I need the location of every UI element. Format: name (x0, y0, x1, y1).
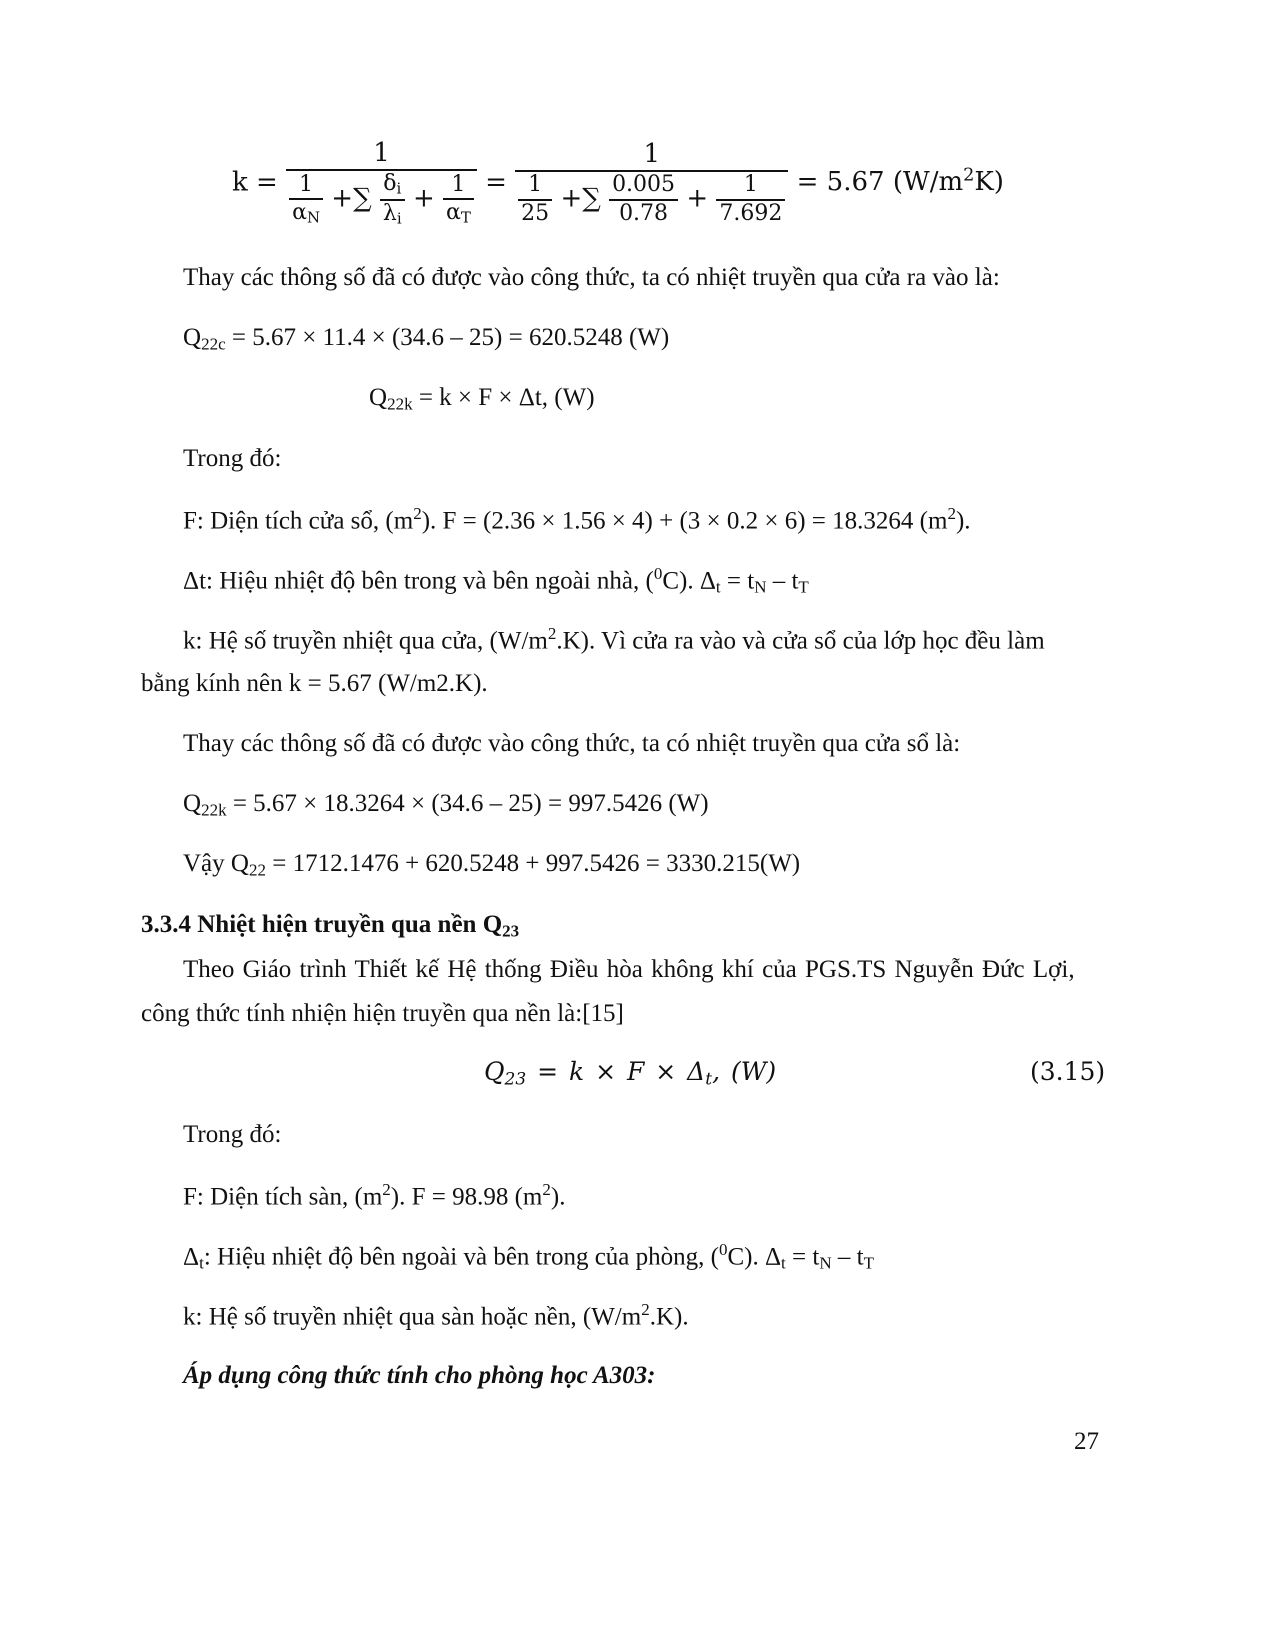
k-result: = 5.67 $(W/m^2K)$ (796, 165, 1004, 198)
k-door-line-1: k: Hệ số truyền nhiệt qua cửa, $(W/m^2.K)$. Vì cửa ra vào và cửa sổ của lớp học đều làm (183, 624, 1045, 655)
page-number: 27 (1074, 1428, 1099, 1455)
k-lhs: k = (232, 167, 278, 198)
q22k-calculation: $Q_{22k} = 5.67 \times 18.3264 \times (34.6 - 25) = 997.5426$ (W) (183, 790, 709, 820)
equation-number: (3.15) (1030, 1057, 1106, 1086)
k-formula (232, 138, 1004, 229)
q22c-calculation: $Q_{22c} = 5.67 \times 11.4 \times (34.6 - 25) = 620.5248$ (W) (183, 324, 670, 354)
k-frac-denominator: $\frac{1}{\alpha_N}$ +∑ $\frac{\delta_i}{\lambda_i}$ + $\frac{1}{\alpha_T}$ (286, 171, 477, 228)
k-eq2: = (485, 167, 507, 198)
trong-do-1: Trong đó: (183, 445, 282, 472)
k-frac-numerator: 1 (286, 138, 477, 171)
q22k-formula: $Q_{22k} = k \times F \times \Delta t$, (W) (369, 384, 595, 414)
apply-formula-heading: Áp dụng công thức tính cho phòng học A303: (183, 1362, 656, 1389)
floor-area-line: F: Diện tích sàn, $(m^2)$. F = 98.98 $(m^2)$. (183, 1180, 566, 1211)
delta-t-line: Δt: Hiệu nhiệt độ bên trong và bên ngoài nhà, ($^0$C). $\Delta_t = t_N - t_T$ (183, 564, 809, 597)
k-floor-line: k: Hệ số truyền nhiệt qua sàn hoặc nền, $(W/m^2.K)$. (183, 1300, 689, 1331)
k-door-line-2: bằng kính nên k = 5.67 (W/m2.K). (141, 670, 488, 697)
paragraph-door-heat: Thay các thông số đã có được vào công thức, ta có nhiệt truyền qua cửa ra vào là: (183, 264, 1000, 291)
paragraph-textbook-line-1: Theo Giáo trình Thiết kế Hệ thống Điều hòa không khí của PGS.TS Nguyễn Đức Lợi, (183, 956, 1075, 983)
k-fraction-symbolic (286, 138, 477, 229)
paragraph-window-heat: Thay các thông số đã có được vào công thức, ta có nhiệt truyền qua cửa sổ là: (183, 730, 961, 757)
k-num-numerator: 1 (515, 139, 788, 172)
q22-total: Vậy $Q_{22} = 1712.1476 + 620.5248 + 997.5426 = 3330.215(W)$ (183, 850, 801, 880)
equation-3-15: $Q_{23} = k \times F \times \Delta_t$, (W) (484, 1057, 777, 1090)
window-area-line: F: Diện tích cửa sổ, $(m^2)$. F = (2.36 × 1.56 × 4) + (3 × 0.2 × 6) = 18.3264 $(m^2)$. (183, 504, 971, 535)
paragraph-textbook-line-2: công thức tính nhiện hiện truyền qua nền là:[15] (141, 1000, 624, 1027)
section-heading-334: 3.3.4 Nhiệt hiện truyền qua nền $Q_{23}$ (141, 911, 520, 941)
trong-do-2: Trong đó: (183, 1121, 282, 1148)
delta-t-floor-line: $\Delta_t$: Hiệu nhiệt độ bên ngoài và bên trong của phòng, ($^0$C). $\Delta_t = t_N - t_T$ (183, 1240, 874, 1273)
k-num-denominator: $\frac{1}{25}$ +∑ $\frac{0.005}{0.78}$ + $\frac{1}{7.692}$ (515, 172, 788, 227)
k-fraction-numeric (515, 139, 788, 227)
